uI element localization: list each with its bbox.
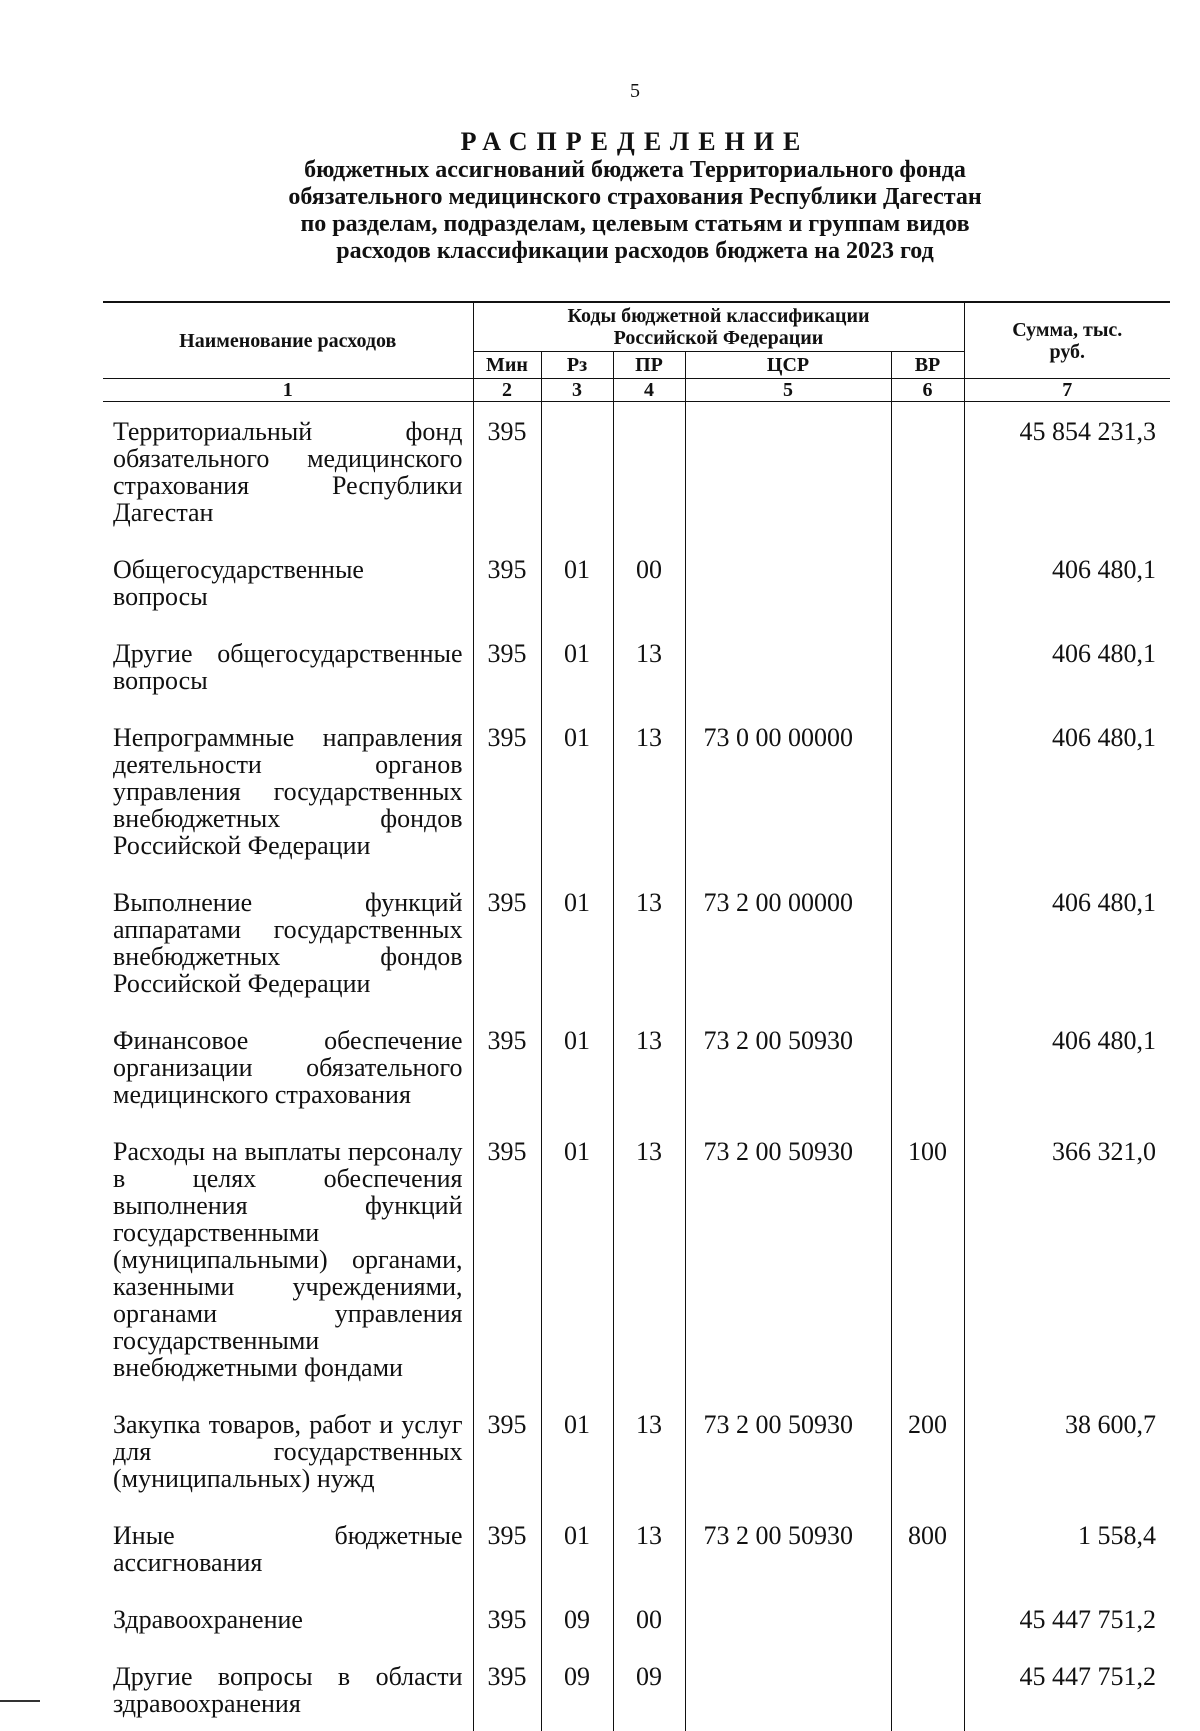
cell-sum: 406 480,1: [964, 873, 1170, 1011]
cell-rz: 01: [541, 873, 613, 1011]
table-row: [103, 1011, 1170, 1122]
heading-line: расходов классификации расходов бюджета на 2023 год: [336, 238, 934, 264]
header-number: 5: [685, 379, 891, 402]
cell-vr: [891, 1011, 964, 1122]
heading-line: по разделам, подразделам, целевым статьям и группам видов: [300, 211, 970, 237]
cell-sum: 45 447 751,2: [964, 1647, 1170, 1731]
cell-rz: 01: [541, 540, 613, 624]
cell-min: 395: [473, 402, 541, 541]
cell-rz: 01: [541, 1395, 613, 1506]
cell-sum: 406 480,1: [964, 540, 1170, 624]
cell-sum: 45 447 751,2: [964, 1590, 1170, 1647]
cell-rz: 01: [541, 1506, 613, 1590]
cell-vr: [891, 708, 964, 873]
cell-pr: 00: [613, 540, 685, 624]
header-number: 2: [473, 379, 541, 402]
cell-csr: 73 2 00 50930: [685, 1122, 891, 1395]
cell-sum: 1 558,4: [964, 1506, 1170, 1590]
heading-title: РАСПРЕДЕЛЕНИЕ: [460, 127, 810, 156]
cell-rz: 01: [541, 1011, 613, 1122]
cell-min: 395: [473, 540, 541, 624]
cell-pr: 13: [613, 1395, 685, 1506]
table-row: [103, 873, 1170, 1011]
cell-rz: 09: [541, 1647, 613, 1731]
table-row: [103, 624, 1170, 708]
budget-table: [103, 301, 1170, 1731]
cell-csr: [685, 1590, 891, 1647]
cell-vr: [891, 1590, 964, 1647]
cell-name: Непрограммные направления деятельности органов управления государственных внебюджетных фондов Российской Федерации: [113, 723, 463, 860]
heading-line: бюджетных ассигнований бюджета Территориального фонда: [304, 157, 966, 183]
cell-name: Финансовое обеспечение организации обязательного медицинского страхования: [113, 1026, 463, 1109]
cell-min: 395: [473, 1395, 541, 1506]
cell-vr: [891, 402, 964, 541]
cell-csr: [685, 624, 891, 708]
cell-pr: 09: [613, 1647, 685, 1731]
cell-pr: 13: [613, 624, 685, 708]
cell-vr: 800: [891, 1506, 964, 1590]
header-code-rz: Рз: [541, 352, 613, 379]
heading-line: обязательного медицинского страхования Республики Дагестан: [288, 184, 982, 210]
cell-sum: 406 480,1: [964, 708, 1170, 873]
table-row: [103, 1647, 1170, 1731]
cell-csr: 73 0 00 00000: [685, 708, 891, 873]
cell-pr: 13: [613, 1506, 685, 1590]
cell-csr: [685, 540, 891, 624]
cell-csr: [685, 1647, 891, 1731]
cell-csr: [685, 402, 891, 541]
cell-pr: 13: [613, 708, 685, 873]
cell-name: Расходы на выплаты персоналу в целях обеспечения выполнения функций государственными (муниципальными) органами, казенными учреждениями, органами управления государственными внебюджетными фондами: [113, 1137, 463, 1382]
cell-vr: 200: [891, 1395, 964, 1506]
header-code-vr: ВР: [891, 352, 964, 379]
cell-vr: [891, 873, 964, 1011]
cell-rz: 01: [541, 624, 613, 708]
header-name: Наименование расходов: [103, 302, 473, 379]
cell-min: 395: [473, 1011, 541, 1122]
cell-rz: 09: [541, 1590, 613, 1647]
cell-sum: 38 600,7: [964, 1395, 1170, 1506]
table-row: [103, 540, 1170, 624]
cell-rz: 01: [541, 1122, 613, 1395]
cell-pr: 13: [613, 873, 685, 1011]
table-row: [103, 1506, 1170, 1590]
cell-name: Закупка товаров, работ и услуг для государственных (муниципальных) нужд: [113, 1410, 463, 1493]
header-sum: Сумма, тыс. руб.: [964, 302, 1170, 379]
cell-name: Общегосударственные вопросы: [113, 555, 364, 611]
table-row: [103, 1590, 1170, 1647]
header-number: 6: [891, 379, 964, 402]
cell-min: 395: [473, 624, 541, 708]
cell-name: Выполнение функций аппаратами государственных внебюджетных фондов Российской Федерации: [113, 888, 463, 998]
header-code-min: Мин: [473, 352, 541, 379]
table-row: [103, 402, 1170, 541]
table-row: [103, 1122, 1170, 1395]
cell-csr: 73 2 00 00000: [685, 873, 891, 1011]
cell-pr: [613, 402, 685, 541]
cell-sum: 45 854 231,3: [964, 402, 1170, 541]
cell-min: 395: [473, 1647, 541, 1731]
cell-rz: 01: [541, 708, 613, 873]
cell-name: Другие общегосударственные вопросы: [113, 639, 463, 695]
cell-name: Иные бюджетные ассигнования: [113, 1521, 463, 1577]
cell-pr: 00: [613, 1590, 685, 1647]
header-number: 7: [964, 379, 1170, 402]
cell-rz: [541, 402, 613, 541]
cell-sum: 366 321,0: [964, 1122, 1170, 1395]
cell-vr: [891, 540, 964, 624]
table-row: [103, 708, 1170, 873]
cell-name: Территориальный фонд обязательного медицинского страхования Республики Дагестан: [113, 417, 463, 527]
cell-name: Другие вопросы в области здравоохранения: [113, 1662, 463, 1718]
document-heading: [160, 128, 1110, 265]
page-number: 5: [630, 80, 640, 102]
cell-min: 395: [473, 873, 541, 1011]
cell-pr: 13: [613, 1122, 685, 1395]
cell-vr: [891, 624, 964, 708]
header-number: 3: [541, 379, 613, 402]
header-code-pr: ПР: [613, 352, 685, 379]
cell-vr: 100: [891, 1122, 964, 1395]
cell-min: 395: [473, 708, 541, 873]
cell-min: 395: [473, 1122, 541, 1395]
cell-min: 395: [473, 1590, 541, 1647]
header-codes-group: Коды бюджетной классификации Российской Федерации: [473, 302, 964, 352]
cell-sum: 406 480,1: [964, 624, 1170, 708]
cell-csr: 73 2 00 50930: [685, 1395, 891, 1506]
cell-sum: 406 480,1: [964, 1011, 1170, 1122]
table-row: [103, 1395, 1170, 1506]
bottom-rule: [0, 1700, 40, 1702]
cell-pr: 13: [613, 1011, 685, 1122]
header-code-csr: ЦСР: [685, 352, 891, 379]
header-number: 1: [103, 379, 473, 402]
cell-vr: [891, 1647, 964, 1731]
cell-min: 395: [473, 1506, 541, 1590]
cell-name: Здравоохранение: [113, 1605, 303, 1634]
header-number: 4: [613, 379, 685, 402]
cell-csr: 73 2 00 50930: [685, 1506, 891, 1590]
cell-csr: 73 2 00 50930: [685, 1011, 891, 1122]
